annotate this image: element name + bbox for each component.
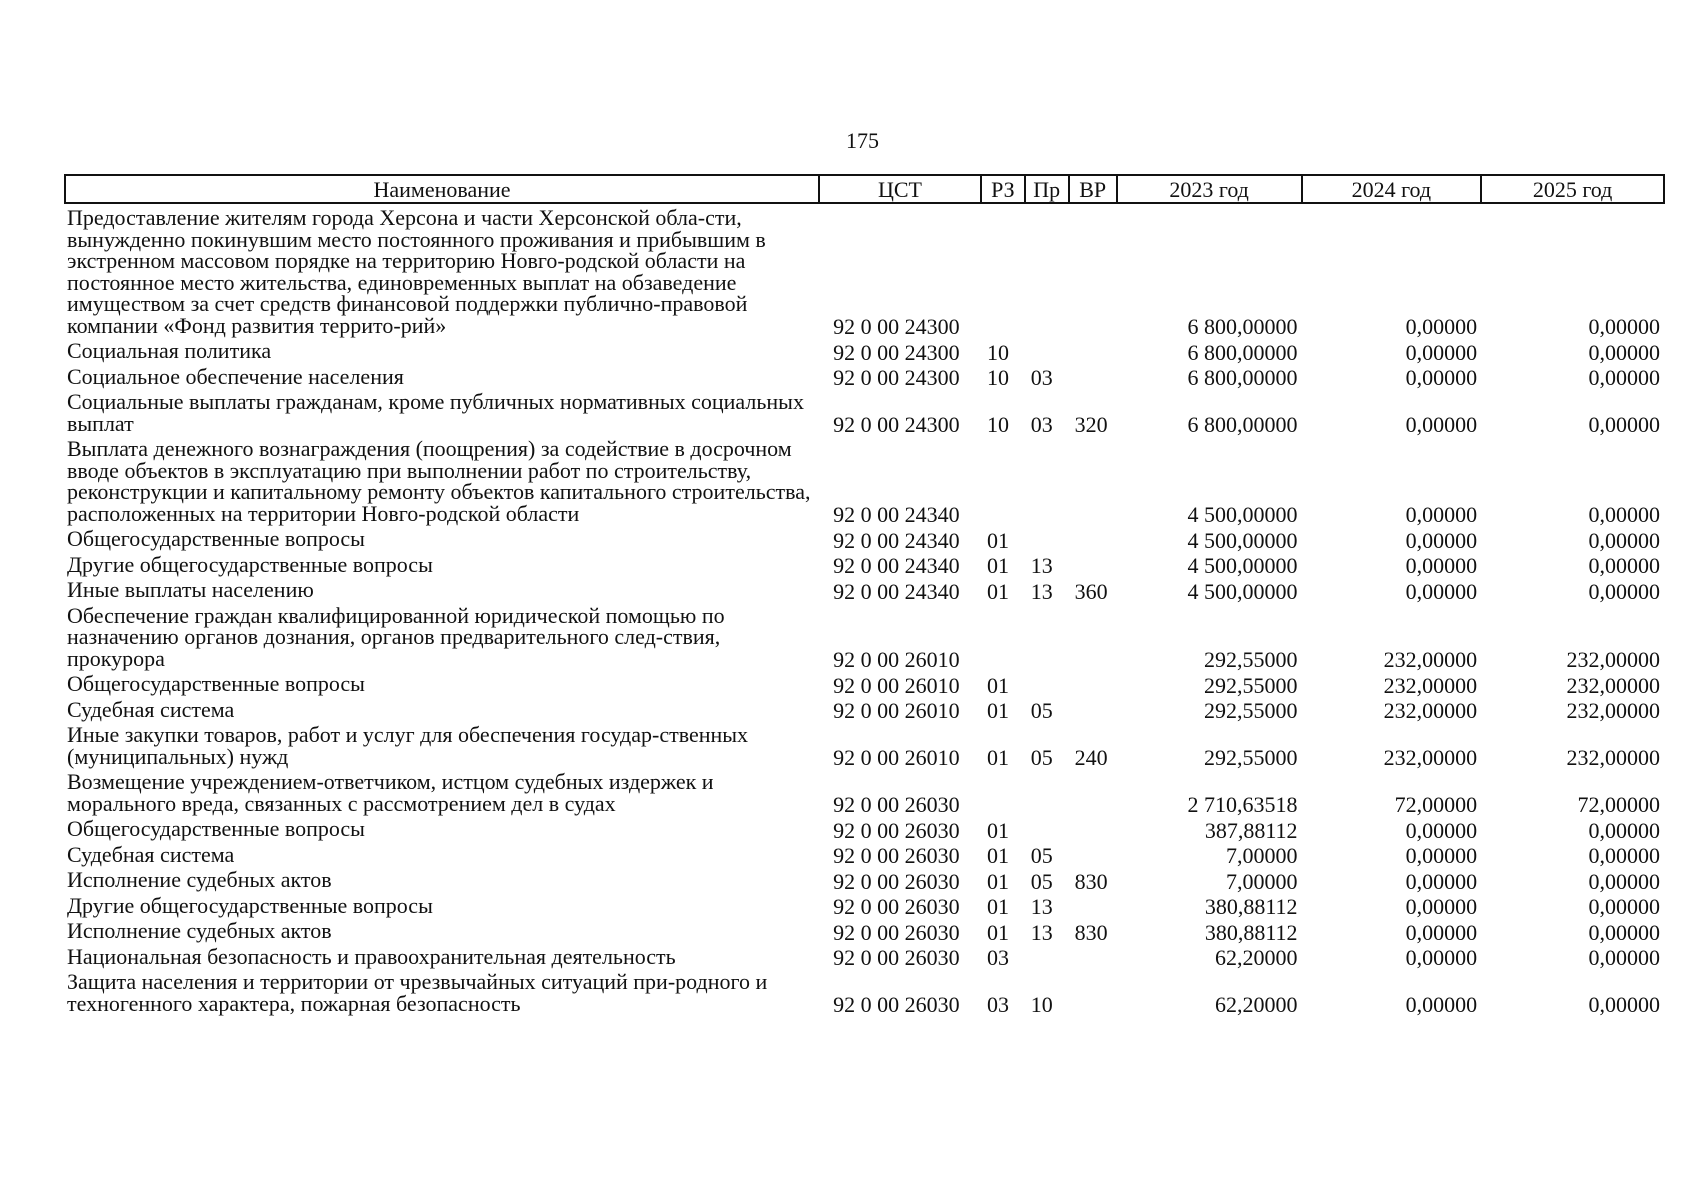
row-2024: 232,00000 [1383, 647, 1478, 672]
budget-table [64, 174, 1665, 1015]
row-rz: 01 [986, 894, 1009, 919]
table-row [65, 576, 1664, 602]
row-vr: 240 [1074, 745, 1108, 770]
row-name: Социальное обеспечение населения [67, 363, 404, 389]
row-2025: 0,00000 [1588, 412, 1660, 437]
table-header [65, 175, 1664, 203]
row-rz: 01 [986, 843, 1009, 868]
row-rz: 01 [986, 527, 1009, 553]
row-2024: 0,00000 [1405, 992, 1478, 1017]
row-2025: 0,00000 [1588, 365, 1660, 390]
row-2025: 232,00000 [1566, 647, 1660, 672]
row-rz: 01 [986, 578, 1009, 604]
row-2024: 0,00000 [1405, 817, 1478, 843]
row-vr: 830 [1074, 919, 1108, 945]
table-row [65, 968, 1664, 1015]
row-2025: 0,00000 [1588, 992, 1660, 1017]
header-2025: 2025 год [1481, 175, 1664, 203]
row-pr: 05 [1030, 843, 1053, 868]
row-2025: 232,00000 [1566, 698, 1660, 723]
row-2025: 0,00000 [1588, 817, 1660, 843]
row-vr: 320 [1074, 412, 1108, 437]
row-2024: 72,00000 [1394, 792, 1478, 817]
row-vr: 830 [1074, 868, 1108, 894]
row-cst: 92 0 00 24340 [833, 578, 960, 604]
row-name: Судебная система [67, 696, 235, 722]
row-2025: 0,00000 [1588, 919, 1660, 945]
row-name: Защита населения и территории от чрезвычайных ситуаций при-родного и техногенного характера, пожарная безопасность [67, 969, 768, 1016]
row-2024: 0,00000 [1405, 553, 1478, 578]
row-rz: 01 [986, 919, 1009, 945]
row-2025: 0,00000 [1588, 553, 1660, 578]
row-name: Другие общегосударственные вопросы [67, 892, 433, 918]
row-vr [1069, 203, 1117, 337]
row-2024: 0,00000 [1405, 868, 1478, 894]
table-row [65, 841, 1664, 867]
row-2023: 6 800,00000 [1187, 365, 1298, 390]
table-row [65, 551, 1664, 577]
table-row [65, 388, 1664, 435]
row-2023: 4 500,00000 [1187, 527, 1298, 553]
row-name: Иные закупки товаров, работ и услуг для обеспечения государ-ственных (муниципальных) нужд [67, 722, 749, 769]
row-2023: 6 800,00000 [1187, 314, 1298, 339]
row-2023: 292,55000 [1204, 698, 1298, 723]
table-row [65, 602, 1664, 671]
row-2025: 0,00000 [1588, 894, 1660, 919]
row-pr: 13 [1030, 894, 1053, 919]
row-rz: 01 [986, 817, 1009, 843]
header-2023: 2023 год [1117, 175, 1302, 203]
row-vr [1069, 841, 1117, 867]
table-row [65, 943, 1664, 969]
table-row [65, 435, 1664, 525]
table-row [65, 696, 1664, 722]
table-row [65, 337, 1664, 363]
row-cst: 92 0 00 26010 [833, 647, 960, 672]
row-pr [1025, 768, 1069, 815]
row-rz: 03 [986, 992, 1009, 1017]
row-2024: 0,00000 [1405, 412, 1478, 437]
row-pr [1025, 435, 1069, 525]
row-vr: 360 [1074, 578, 1108, 604]
header-rz: РЗ [981, 175, 1025, 203]
row-2023: 4 500,00000 [1187, 578, 1298, 604]
row-name: Исполнение судебных актов [67, 918, 332, 943]
row-cst: 92 0 00 24340 [833, 527, 960, 553]
row-rz: 01 [986, 745, 1009, 770]
row-vr [1069, 363, 1117, 389]
row-pr: 13 [1030, 578, 1053, 604]
row-2025: 0,00000 [1588, 578, 1660, 604]
row-pr: 05 [1030, 868, 1053, 894]
row-2025: 0,00000 [1588, 502, 1660, 527]
row-2023: 7,00000 [1226, 843, 1298, 868]
row-2025: 0,00000 [1588, 868, 1660, 894]
row-rz: 01 [986, 698, 1009, 723]
row-rz: 10 [986, 339, 1009, 365]
row-vr [1069, 670, 1117, 696]
row-pr [1025, 602, 1069, 671]
row-rz [981, 768, 1025, 815]
row-2024: 0,00000 [1405, 339, 1478, 365]
row-vr [1069, 525, 1117, 551]
row-2023: 62,20000 [1215, 945, 1298, 970]
row-name: Возмещение учреждением-ответчиком, истцом судебных издержек и морального вреда, связанных с рассмотрением дел в судах [67, 769, 714, 816]
table-row [65, 721, 1664, 768]
row-pr [1025, 337, 1069, 363]
row-name: Общегосударственные вопросы [67, 526, 365, 551]
row-pr [1025, 943, 1069, 969]
row-cst: 92 0 00 26010 [833, 698, 960, 723]
row-cst: 92 0 00 26030 [833, 817, 960, 843]
row-name: Предоставление жителям города Херсона и части Херсонской обла-сти, вынужденно покинувшим место постоянного проживания и прибывшим в экстренном массовом порядке на территорию Новго-родской области на постоянное место жительства, единовременных выплат на обзаведение имуществом за счет средств финансовой поддержки публично-правовой компании «Фонд развития террито-рий» [67, 205, 766, 338]
row-2023: 4 500,00000 [1187, 502, 1298, 527]
row-2023: 380,88112 [1204, 894, 1298, 919]
row-2024: 232,00000 [1383, 698, 1478, 723]
row-cst: 92 0 00 26030 [833, 919, 960, 945]
header-2024: 2024 год [1302, 175, 1482, 203]
row-2024: 0,00000 [1405, 502, 1478, 527]
row-cst: 92 0 00 26030 [833, 843, 960, 868]
table-row [65, 363, 1664, 389]
row-cst: 92 0 00 26030 [833, 945, 960, 970]
row-cst: 92 0 00 26010 [833, 672, 960, 698]
row-vr [1069, 696, 1117, 722]
row-name: Другие общегосударственные вопросы [67, 551, 433, 577]
row-rz: 01 [986, 672, 1009, 698]
row-2023: 387,88112 [1204, 817, 1298, 843]
row-pr: 05 [1030, 698, 1053, 723]
row-2024: 232,00000 [1383, 745, 1478, 770]
row-2024: 0,00000 [1405, 894, 1478, 919]
row-2023: 292,55000 [1204, 647, 1298, 672]
table-row [65, 917, 1664, 943]
row-name: Общегосударственные вопросы [67, 816, 365, 841]
row-cst: 92 0 00 24300 [833, 314, 960, 339]
row-cst: 92 0 00 26030 [833, 868, 960, 894]
row-cst: 92 0 00 26030 [833, 894, 960, 919]
row-name: Национальная безопасность и правоохранительная деятельность [67, 943, 676, 969]
page-number: 175 [846, 128, 879, 153]
header-vr: ВР [1069, 175, 1117, 203]
row-2023: 2 710,63518 [1187, 792, 1298, 817]
table-body [65, 203, 1664, 1015]
table-row [65, 866, 1664, 892]
row-rz: 01 [986, 868, 1009, 894]
row-2025: 0,00000 [1588, 945, 1660, 970]
row-2024: 0,00000 [1405, 945, 1478, 970]
table-row [65, 892, 1664, 918]
row-pr [1025, 670, 1069, 696]
row-vr [1069, 551, 1117, 577]
table-row [65, 815, 1664, 841]
header-name: Наименование [65, 175, 819, 203]
row-pr [1025, 203, 1069, 337]
table-row [65, 203, 1664, 337]
table-row [65, 525, 1664, 551]
row-2025: 232,00000 [1566, 672, 1660, 698]
row-2025: 0,00000 [1588, 339, 1660, 365]
row-2025: 0,00000 [1588, 314, 1660, 339]
table-row [65, 768, 1664, 815]
row-cst: 92 0 00 24300 [833, 412, 960, 437]
row-pr [1025, 815, 1069, 841]
row-2025: 232,00000 [1566, 745, 1660, 770]
row-name: Иные выплаты населению [67, 577, 314, 602]
row-rz: 03 [986, 945, 1009, 970]
row-2023: 380,88112 [1204, 919, 1298, 945]
row-rz [981, 435, 1025, 525]
row-name: Выплата денежного вознаграждения (поощрения) за содействие в досрочном вводе объектов в эксплуатацию при выполнении работ по строительству, реконструкции и капитальному ремонту объектов капитального строительства, расположенных на территории Новго-родской области [67, 436, 811, 526]
row-cst: 92 0 00 26030 [833, 792, 960, 817]
row-2023: 4 500,00000 [1187, 553, 1298, 578]
row-pr: 05 [1030, 745, 1053, 770]
row-vr [1069, 337, 1117, 363]
header-row [65, 175, 1664, 203]
row-2024: 232,00000 [1383, 672, 1478, 698]
row-cst: 92 0 00 26030 [833, 992, 960, 1017]
row-vr [1069, 892, 1117, 918]
row-pr: 03 [1030, 365, 1053, 390]
row-pr: 13 [1030, 919, 1053, 945]
header-cst: ЦСТ [819, 175, 981, 203]
row-2024: 0,00000 [1405, 365, 1478, 390]
row-2023: 292,55000 [1204, 745, 1298, 770]
row-rz: 01 [986, 553, 1009, 578]
row-pr: 10 [1030, 992, 1053, 1017]
row-2023: 6 800,00000 [1187, 339, 1298, 365]
row-rz [981, 203, 1025, 337]
row-2024: 0,00000 [1405, 919, 1478, 945]
row-name: Исполнение судебных актов [67, 867, 332, 892]
row-rz [981, 602, 1025, 671]
table-row [65, 670, 1664, 696]
row-pr: 13 [1030, 553, 1053, 578]
row-vr [1069, 968, 1117, 1015]
row-2025: 72,00000 [1577, 792, 1660, 817]
row-cst: 92 0 00 24300 [833, 365, 960, 390]
row-2024: 0,00000 [1405, 314, 1478, 339]
row-cst: 92 0 00 24300 [833, 339, 960, 365]
row-name: Судебная система [67, 841, 235, 867]
row-vr [1069, 815, 1117, 841]
row-cst: 92 0 00 24340 [833, 553, 960, 578]
row-2023: 62,20000 [1215, 992, 1298, 1017]
row-vr [1069, 602, 1117, 671]
row-cst: 92 0 00 26010 [833, 745, 960, 770]
row-2025: 0,00000 [1588, 843, 1660, 868]
row-name: Обеспечение граждан квалифицированной юридической помощью по назначению органов дознания, органов предварительного след-ствия, прокурора [67, 602, 725, 671]
row-2023: 292,55000 [1204, 672, 1298, 698]
row-vr [1069, 435, 1117, 525]
row-pr: 03 [1030, 412, 1053, 437]
row-rz: 10 [986, 365, 1009, 390]
row-2023: 7,00000 [1226, 868, 1298, 894]
row-cst: 92 0 00 24340 [833, 502, 960, 527]
row-2025: 0,00000 [1588, 527, 1660, 553]
row-name: Общегосударственные вопросы [67, 671, 365, 696]
row-vr [1069, 768, 1117, 815]
row-2023: 6 800,00000 [1187, 412, 1298, 437]
row-pr [1025, 525, 1069, 551]
row-vr [1069, 943, 1117, 969]
row-2024: 0,00000 [1405, 527, 1478, 553]
header-pr: Пр [1025, 175, 1069, 203]
row-2024: 0,00000 [1405, 578, 1478, 604]
row-name: Социальная политика [67, 338, 272, 363]
row-name: Социальные выплаты гражданам, кроме публичных нормативных социальных выплат [67, 389, 804, 436]
row-2024: 0,00000 [1405, 843, 1478, 868]
row-rz: 10 [986, 412, 1009, 437]
